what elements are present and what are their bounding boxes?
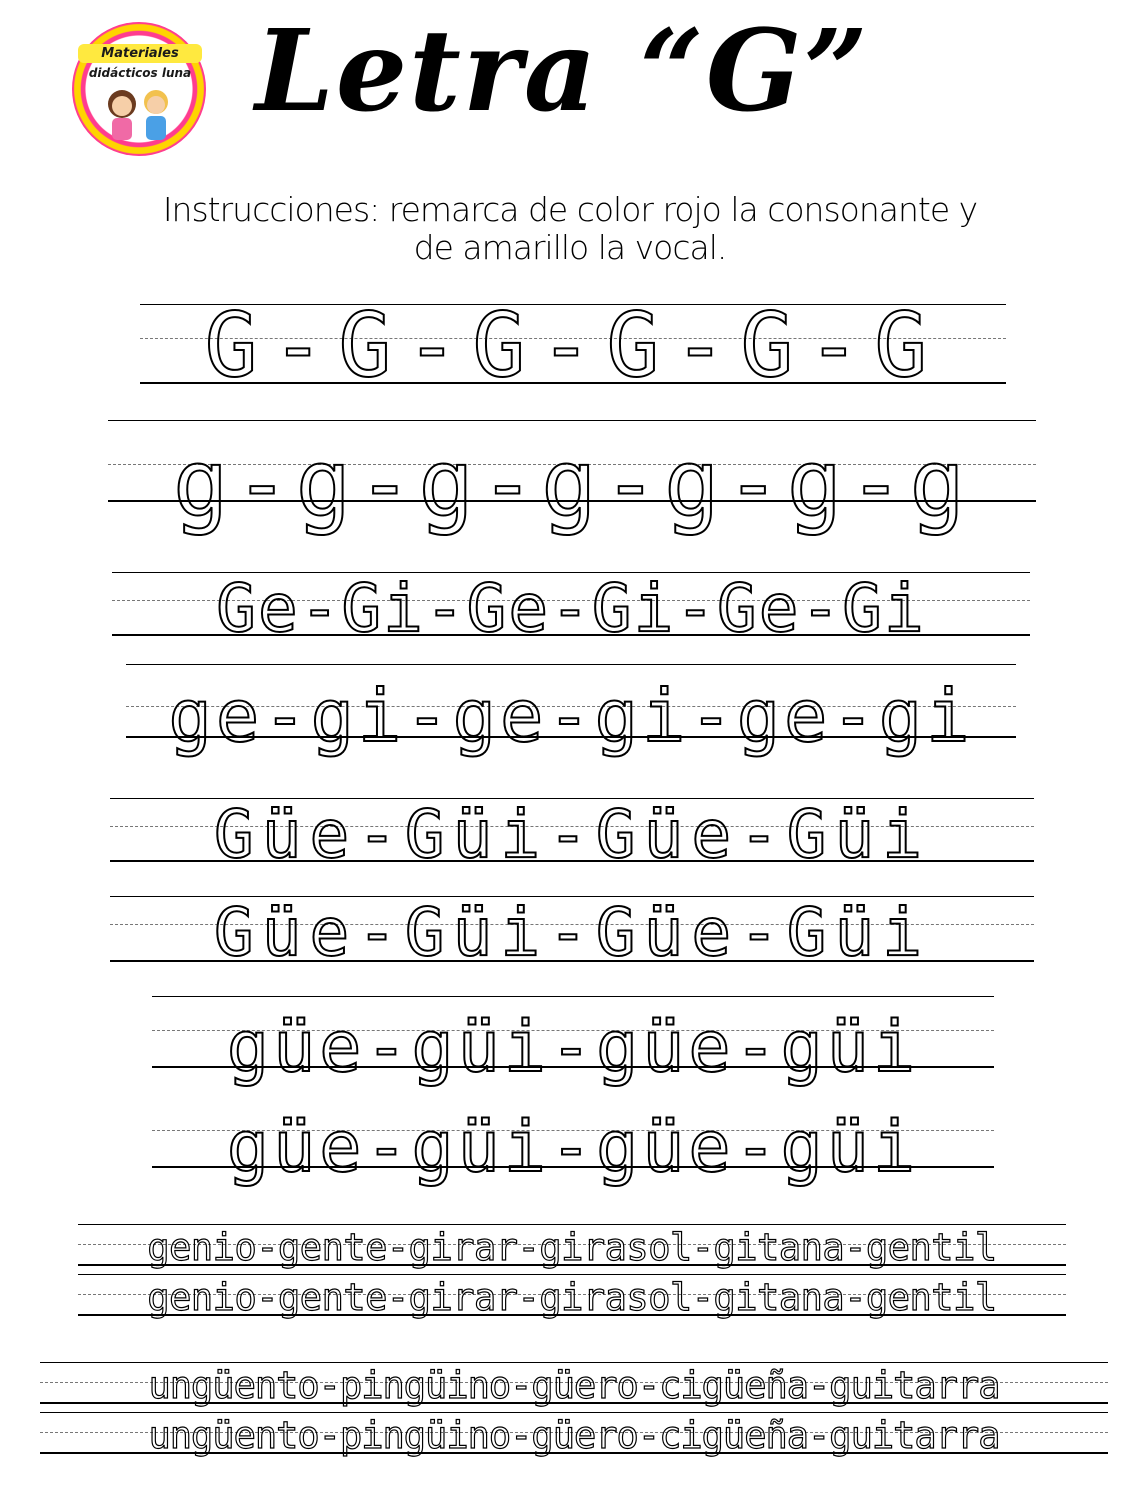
practice-row-4 [126,660,1016,760]
tracing-text: genio-gente-girar-girasol-gitana-gentil [147,1276,997,1319]
tracing-text: ungüento-pingüino-güero-cigüeña-guitarra [148,1414,1000,1457]
row-top-line [40,1362,1108,1363]
tracing-text: genio-gente-girar-girasol-gitana-gentil [147,1226,997,1269]
row-top-line [78,1274,1066,1275]
tracing-text: G-G-G-G-G-G [204,294,942,397]
instructions-line-1: Instrucciones: remarca de color rojo la consonante y [162,190,978,229]
logo-line-2: didácticos luna [88,66,192,80]
tracing-text: ge-gi-ge-gi-ge-gi [168,674,974,758]
logo-line-1: Materiales [78,44,202,63]
practice-row-6 [110,884,1034,971]
tracing-text: güe-güi-güe-güi [226,1106,920,1188]
practice-row-12 [40,1410,1108,1456]
row-top-line [108,420,1036,421]
practice-row-7 [152,994,994,1094]
row-top-line [78,1224,1066,1225]
tracing-text: güe-güi-güe-güi [226,1006,920,1088]
tracing-text: Güe-Güi-Güe-Güi [213,796,931,873]
practice-row-1 [140,290,1006,397]
row-top-line [126,664,1016,665]
practice-row-11 [40,1360,1108,1406]
instructions-line-2: de amarillo la vocal. [413,228,727,267]
tracing-text: Güe-Güi-Güe-Güi [213,894,931,971]
practice-row-8 [152,1096,994,1196]
practice-row-5 [110,786,1034,873]
row-top-line [40,1412,1108,1413]
practice-row-10 [78,1272,1066,1318]
practice-row-2 [108,418,1036,537]
row-top-line [152,996,994,997]
page-title: Letra “G” [255,6,870,137]
practice-row-9 [78,1222,1066,1268]
tracing-text: ungüento-pingüino-güero-cigüeña-guitarra [148,1364,1000,1407]
tracing-text: Ge-Gi-Ge-Gi-Ge-Gi [216,570,926,647]
practice-row-3 [112,560,1030,647]
tracing-text: g-g-g-g-g-g-g [172,430,972,537]
